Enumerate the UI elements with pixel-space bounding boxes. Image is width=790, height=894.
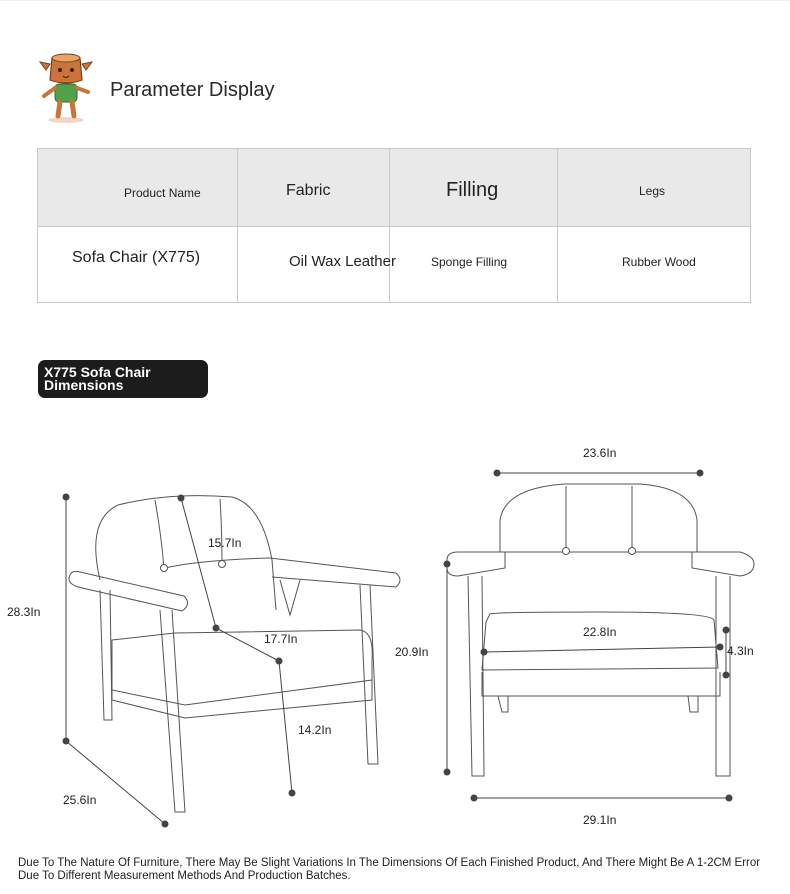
header-filling: Filling: [446, 179, 499, 201]
label-seat-depth: 17.7In: [264, 632, 298, 646]
value-legs: Rubber Wood: [622, 255, 696, 269]
value-fabric: Oil Wax Leather: [289, 253, 396, 270]
dim-line-back-height: [178, 495, 219, 631]
header-legs: Legs: [639, 184, 666, 198]
label-depth: 25.6In: [63, 793, 97, 807]
label-seat-width: 22.8In: [583, 625, 617, 639]
disclaimer-text: Due To The Nature Of Furniture, There May Be Slight Variations In The Dimensions Of Each Finished Product, And There Might Be A 1-2CM Error Due To Different Measurement Methods And Production Batches.: [18, 857, 761, 882]
dimensions-badge: X775 Sofa Chair Dimensions: [38, 360, 208, 398]
header-fabric: Fabric: [286, 182, 331, 199]
value-product-name: Sofa Chair (X775): [72, 249, 201, 266]
dim-line-seat-height: [279, 661, 295, 796]
label-arm-height: 20.9In: [395, 645, 429, 659]
label-back-width: 23.6In: [583, 446, 617, 460]
label-overall-width: 29.1In: [583, 813, 617, 827]
header-product-name: Product Name: [124, 186, 201, 200]
dim-line-arm-height: [444, 561, 450, 775]
label-cushion-thickness: 4.3In: [727, 644, 754, 658]
dim-line-seat-width: [481, 644, 723, 655]
label-seat-height: 14.2In: [298, 723, 332, 737]
dim-line-overall-width: [471, 795, 732, 801]
dim-line-back-width: [494, 470, 703, 476]
label-back-height: 15.7In: [208, 536, 242, 550]
label-side-height: 28.3In: [7, 605, 41, 619]
value-filling: Sponge Filling: [431, 255, 508, 269]
page-title: Parameter Display: [110, 79, 275, 101]
dim-line-depth: [66, 741, 168, 827]
dim-line-side-height: [63, 494, 69, 744]
